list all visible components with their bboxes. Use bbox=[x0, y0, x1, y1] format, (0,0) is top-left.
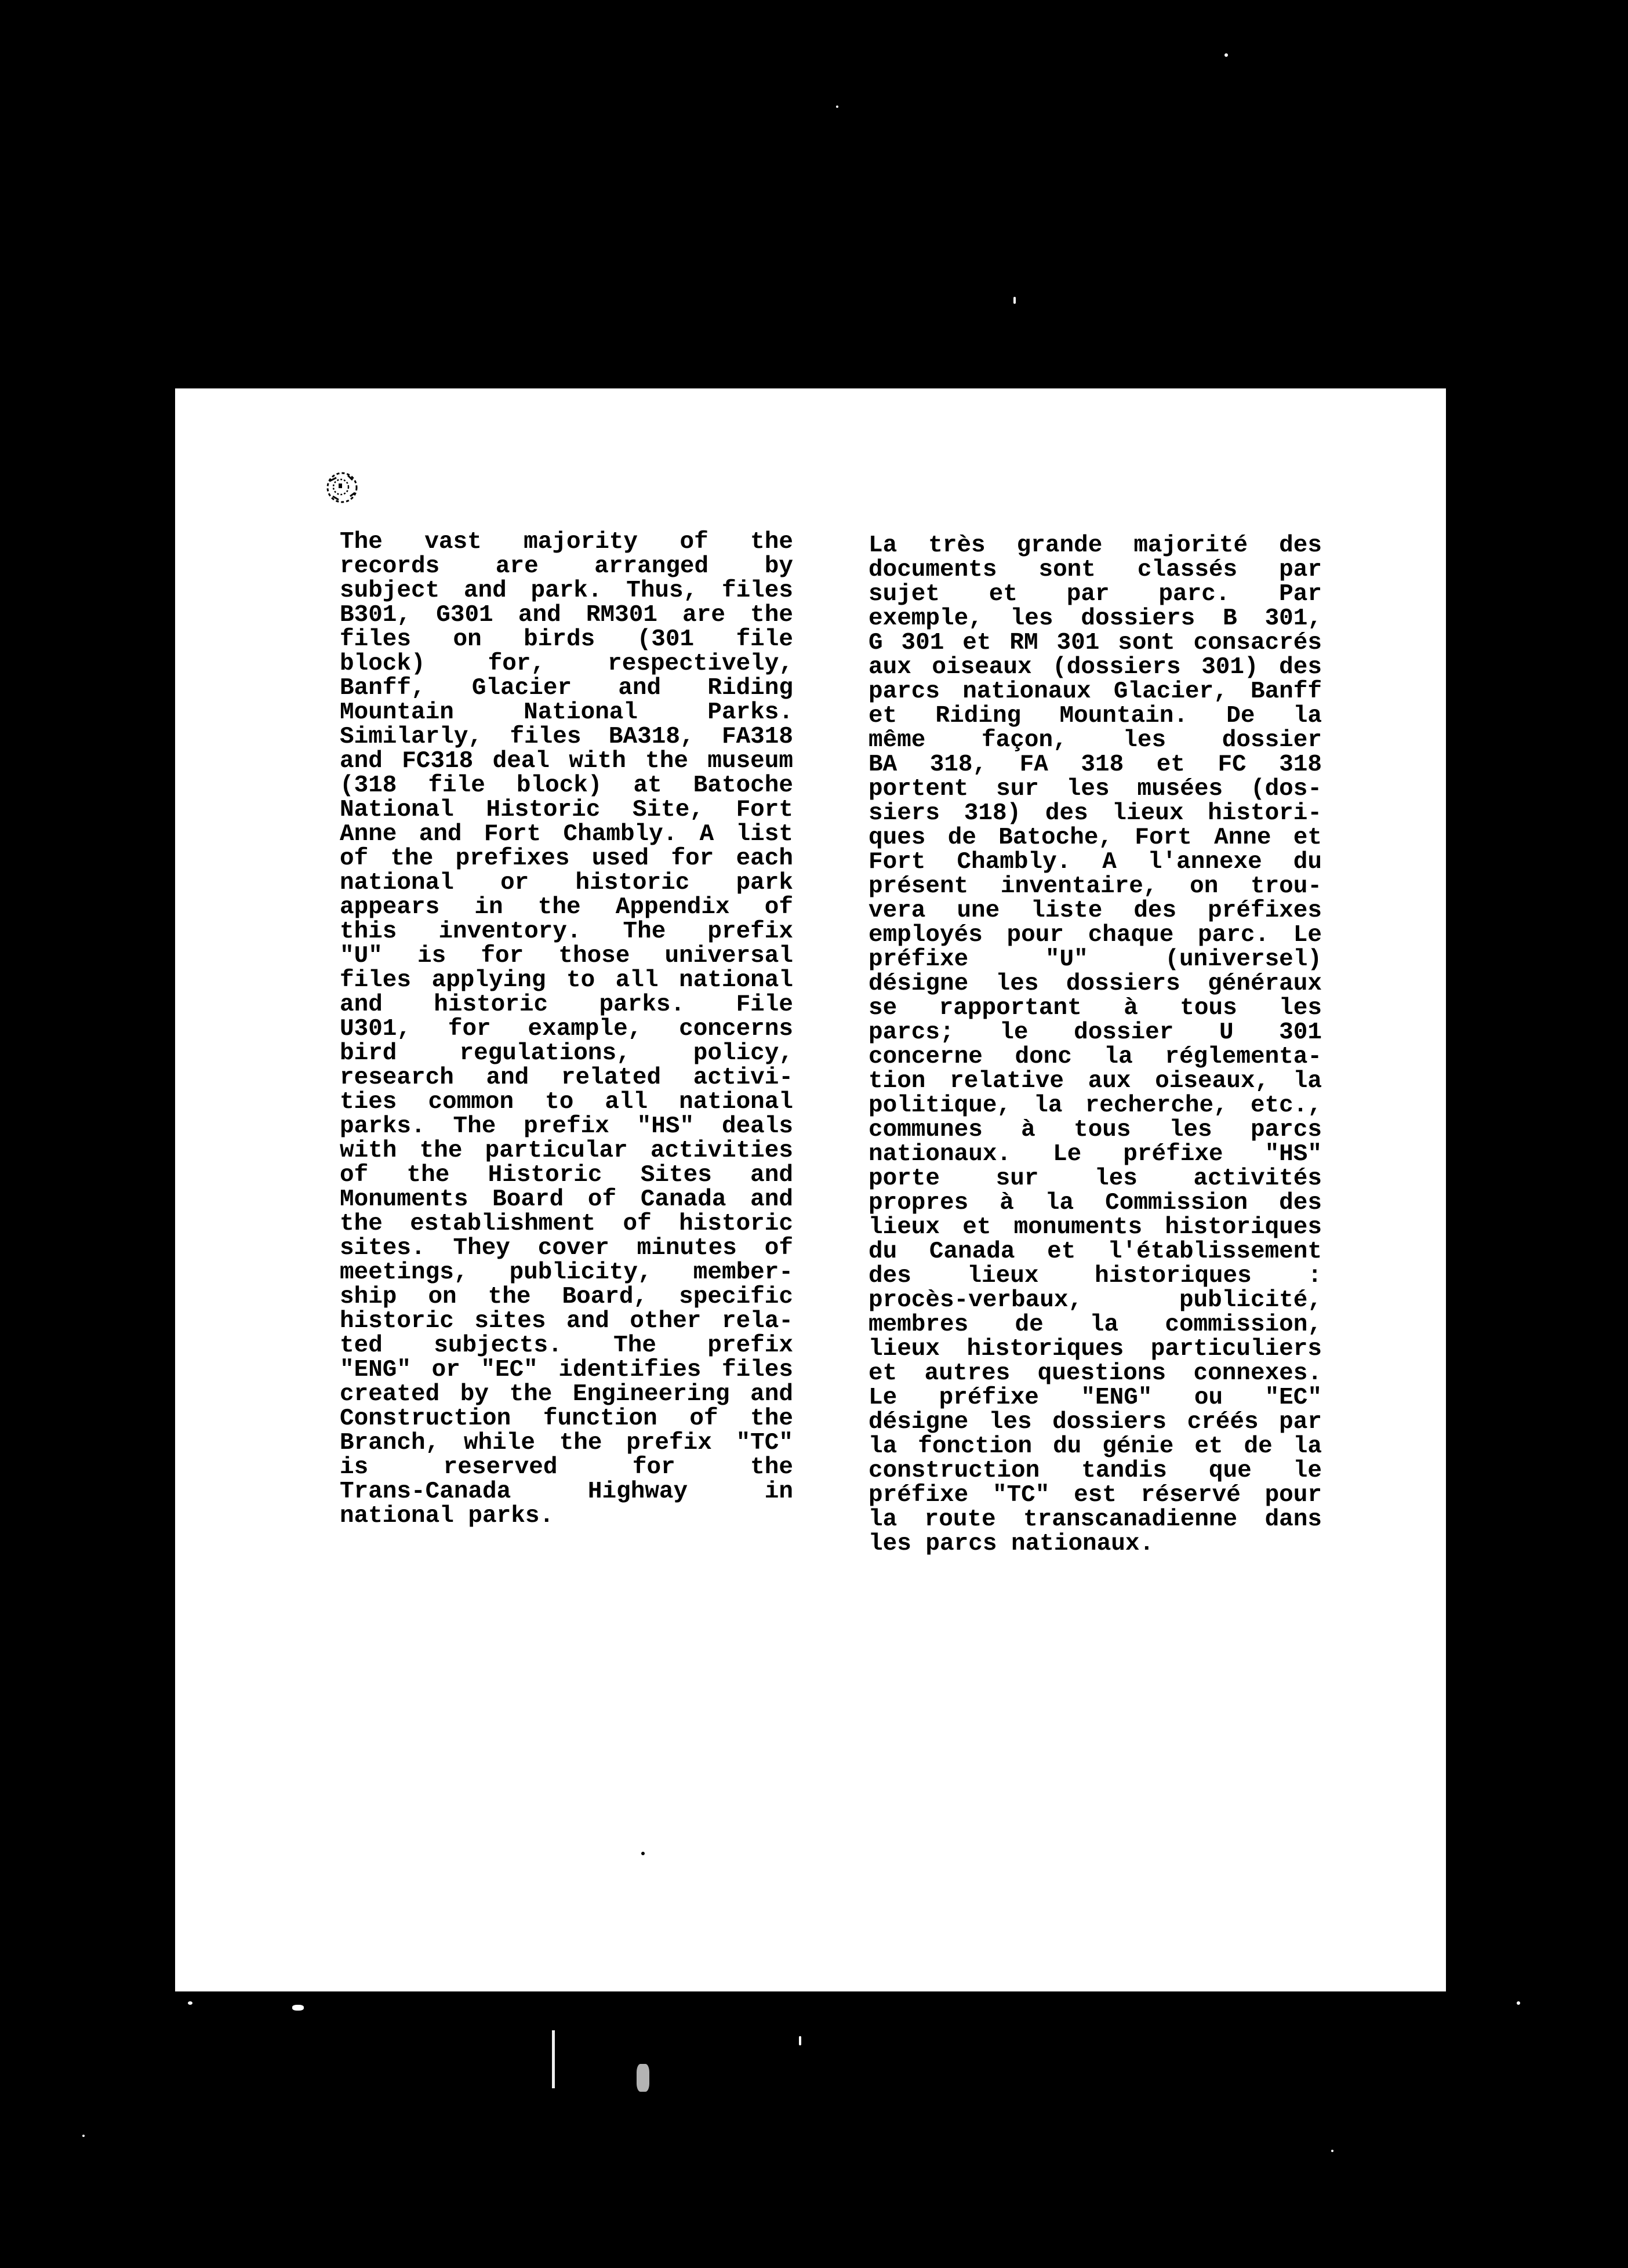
french-text-line: G 301 et RM 301 sont consacrés bbox=[868, 630, 1322, 656]
scan-speck bbox=[637, 2064, 649, 2092]
english-text-line: national parks. bbox=[340, 1503, 554, 1529]
french-text-line: membres de la commission, bbox=[868, 1311, 1322, 1338]
english-text-line: Trans-Canada Highway in bbox=[340, 1478, 793, 1505]
english-text-line: national or historic park bbox=[340, 870, 793, 896]
french-text-line: lieux et monuments historiques bbox=[868, 1214, 1322, 1241]
french-text-line: désigne les dossiers créés par bbox=[868, 1409, 1322, 1435]
french-text-line: des lieux historiques : bbox=[868, 1263, 1322, 1289]
english-text-line: files applying to all national bbox=[340, 967, 793, 994]
scan-speck bbox=[1224, 53, 1228, 57]
english-text-line: records are arranged by bbox=[340, 553, 793, 580]
english-column bbox=[340, 530, 793, 1528]
french-text-line: construction tandis que le bbox=[868, 1458, 1322, 1484]
scan-binding-mark bbox=[552, 2030, 555, 2088]
english-text-line: subject and park. Thus, files bbox=[340, 577, 793, 604]
archive-stamp-icon bbox=[325, 470, 359, 506]
english-text-line: ship on the Board, specific bbox=[340, 1284, 793, 1310]
french-text-line: présent inventaire, on trou- bbox=[868, 873, 1322, 900]
french-column bbox=[868, 533, 1322, 1556]
french-text-line: préfixe "TC" est réservé pour bbox=[868, 1482, 1322, 1509]
french-text-line: sujet et par parc. Par bbox=[868, 581, 1322, 608]
english-text-line: ties common to all national bbox=[340, 1089, 793, 1115]
french-text-line: la fonction du génie et de la bbox=[868, 1433, 1322, 1460]
english-text-line: Anne and Fort Chambly. A list bbox=[340, 821, 793, 848]
french-text-line: La très grande majorité des bbox=[868, 532, 1322, 559]
french-text-line: employés pour chaque parc. Le bbox=[868, 922, 1322, 948]
english-text-line: of the prefixes used for each bbox=[340, 845, 793, 872]
french-text-line: du Canada et l'établissement bbox=[868, 1238, 1322, 1265]
french-text-line: procès-verbaux, publicité, bbox=[868, 1287, 1322, 1314]
english-text-line: Construction function of the bbox=[340, 1405, 793, 1432]
french-text-line: nationaux. Le préfixe "HS" bbox=[868, 1141, 1322, 1168]
english-text-line: ted subjects. The prefix bbox=[340, 1332, 793, 1359]
french-text-line: aux oiseaux (dossiers 301) des bbox=[868, 654, 1322, 681]
document-page bbox=[175, 388, 1446, 1991]
french-text-line: lieux historiques particuliers bbox=[868, 1336, 1322, 1362]
english-text-line: bird regulations, policy, bbox=[340, 1040, 793, 1067]
english-text-line: block) for, respectively, bbox=[340, 650, 793, 677]
english-text-line: historic sites and other rela- bbox=[340, 1308, 793, 1335]
french-text-line: les parcs nationaux. bbox=[868, 1531, 1154, 1557]
french-text-line: même façon, les dossier bbox=[868, 727, 1322, 754]
french-text-line: parcs nationaux Glacier, Banff bbox=[868, 678, 1322, 705]
french-text-line: préfixe "U" (universel) bbox=[868, 946, 1322, 973]
english-text-line: The vast majority of the bbox=[340, 529, 793, 555]
french-text-line: la route transcanadienne dans bbox=[868, 1506, 1322, 1533]
english-text-line: Mountain National Parks. bbox=[340, 699, 793, 726]
french-text-line: concerne donc la réglementa- bbox=[868, 1044, 1322, 1070]
page-speck bbox=[641, 1852, 645, 1855]
english-text-line: files on birds (301 file bbox=[340, 626, 793, 653]
english-text-line: B301, G301 and RM301 are the bbox=[340, 602, 793, 628]
english-text-line: research and related activi- bbox=[340, 1064, 793, 1091]
english-text-line: is reserved for the bbox=[340, 1454, 793, 1481]
english-text-line: "U" is for those universal bbox=[340, 943, 793, 969]
french-text-line: exemple, les dossiers B 301, bbox=[868, 605, 1322, 632]
english-text-line: "ENG" or "EC" identifies files bbox=[340, 1357, 793, 1383]
english-text-line: appears in the Appendix of bbox=[340, 894, 793, 921]
scan-speck bbox=[1517, 2001, 1520, 2005]
french-text-line: communes à tous les parcs bbox=[868, 1117, 1322, 1143]
french-text-line: propres à la Commission des bbox=[868, 1190, 1322, 1216]
english-text-line: National Historic Site, Fort bbox=[340, 797, 793, 823]
english-text-line: the establishment of historic bbox=[340, 1211, 793, 1237]
french-text-line: et Riding Mountain. De la bbox=[868, 703, 1322, 729]
english-text-line: (318 file block) at Batoche bbox=[340, 772, 793, 799]
english-text-line: with the particular activities bbox=[340, 1137, 793, 1164]
french-text-line: tion relative aux oiseaux, la bbox=[868, 1068, 1322, 1095]
french-text-line: siers 318) des lieux histori- bbox=[868, 800, 1322, 827]
french-text-line: documents sont classés par bbox=[868, 557, 1322, 583]
french-text-line: et autres questions connexes. bbox=[868, 1360, 1322, 1387]
scan-speck bbox=[188, 2001, 192, 2005]
english-text-line: U301, for example, concerns bbox=[340, 1016, 793, 1042]
french-text-line: Le préfixe "ENG" ou "EC" bbox=[868, 1384, 1322, 1411]
french-text-line: parcs; le dossier U 301 bbox=[868, 1019, 1322, 1046]
scan-speck bbox=[799, 2036, 801, 2045]
scan-speck bbox=[292, 2005, 304, 2011]
english-text-line: Monuments Board of Canada and bbox=[340, 1186, 793, 1213]
english-text-line: and historic parks. File bbox=[340, 991, 793, 1018]
scan-speck bbox=[836, 106, 838, 108]
english-text-line: Similarly, files BA318, FA318 bbox=[340, 724, 793, 750]
french-text-line: vera une liste des préfixes bbox=[868, 897, 1322, 924]
scan-speck bbox=[1013, 297, 1016, 304]
english-text-line: meetings, publicity, member- bbox=[340, 1259, 793, 1286]
french-text-line: politique, la recherche, etc., bbox=[868, 1092, 1322, 1119]
scan-speck bbox=[82, 2135, 85, 2137]
english-text-line: this inventory. The prefix bbox=[340, 918, 793, 945]
english-text-line: parks. The prefix "HS" deals bbox=[340, 1113, 793, 1140]
french-text-line: se rapportant à tous les bbox=[868, 995, 1322, 1022]
french-text-line: portent sur les musées (dos- bbox=[868, 776, 1322, 802]
english-text-line: of the Historic Sites and bbox=[340, 1162, 793, 1188]
scan-speck bbox=[1331, 2150, 1333, 2152]
english-text-line: sites. They cover minutes of bbox=[340, 1235, 793, 1262]
french-text-line: ques de Batoche, Fort Anne et bbox=[868, 824, 1322, 851]
english-text-line: and FC318 deal with the museum bbox=[340, 748, 793, 775]
english-text-line: Banff, Glacier and Riding bbox=[340, 675, 793, 702]
english-text-line: Branch, while the prefix "TC" bbox=[340, 1430, 793, 1456]
french-text-line: BA 318, FA 318 et FC 318 bbox=[868, 751, 1322, 778]
french-text-line: porte sur les activités bbox=[868, 1165, 1322, 1192]
french-text-line: désigne les dossiers généraux bbox=[868, 971, 1322, 997]
english-text-line: created by the Engineering and bbox=[340, 1381, 793, 1408]
french-text-line: Fort Chambly. A l'annexe du bbox=[868, 849, 1322, 875]
